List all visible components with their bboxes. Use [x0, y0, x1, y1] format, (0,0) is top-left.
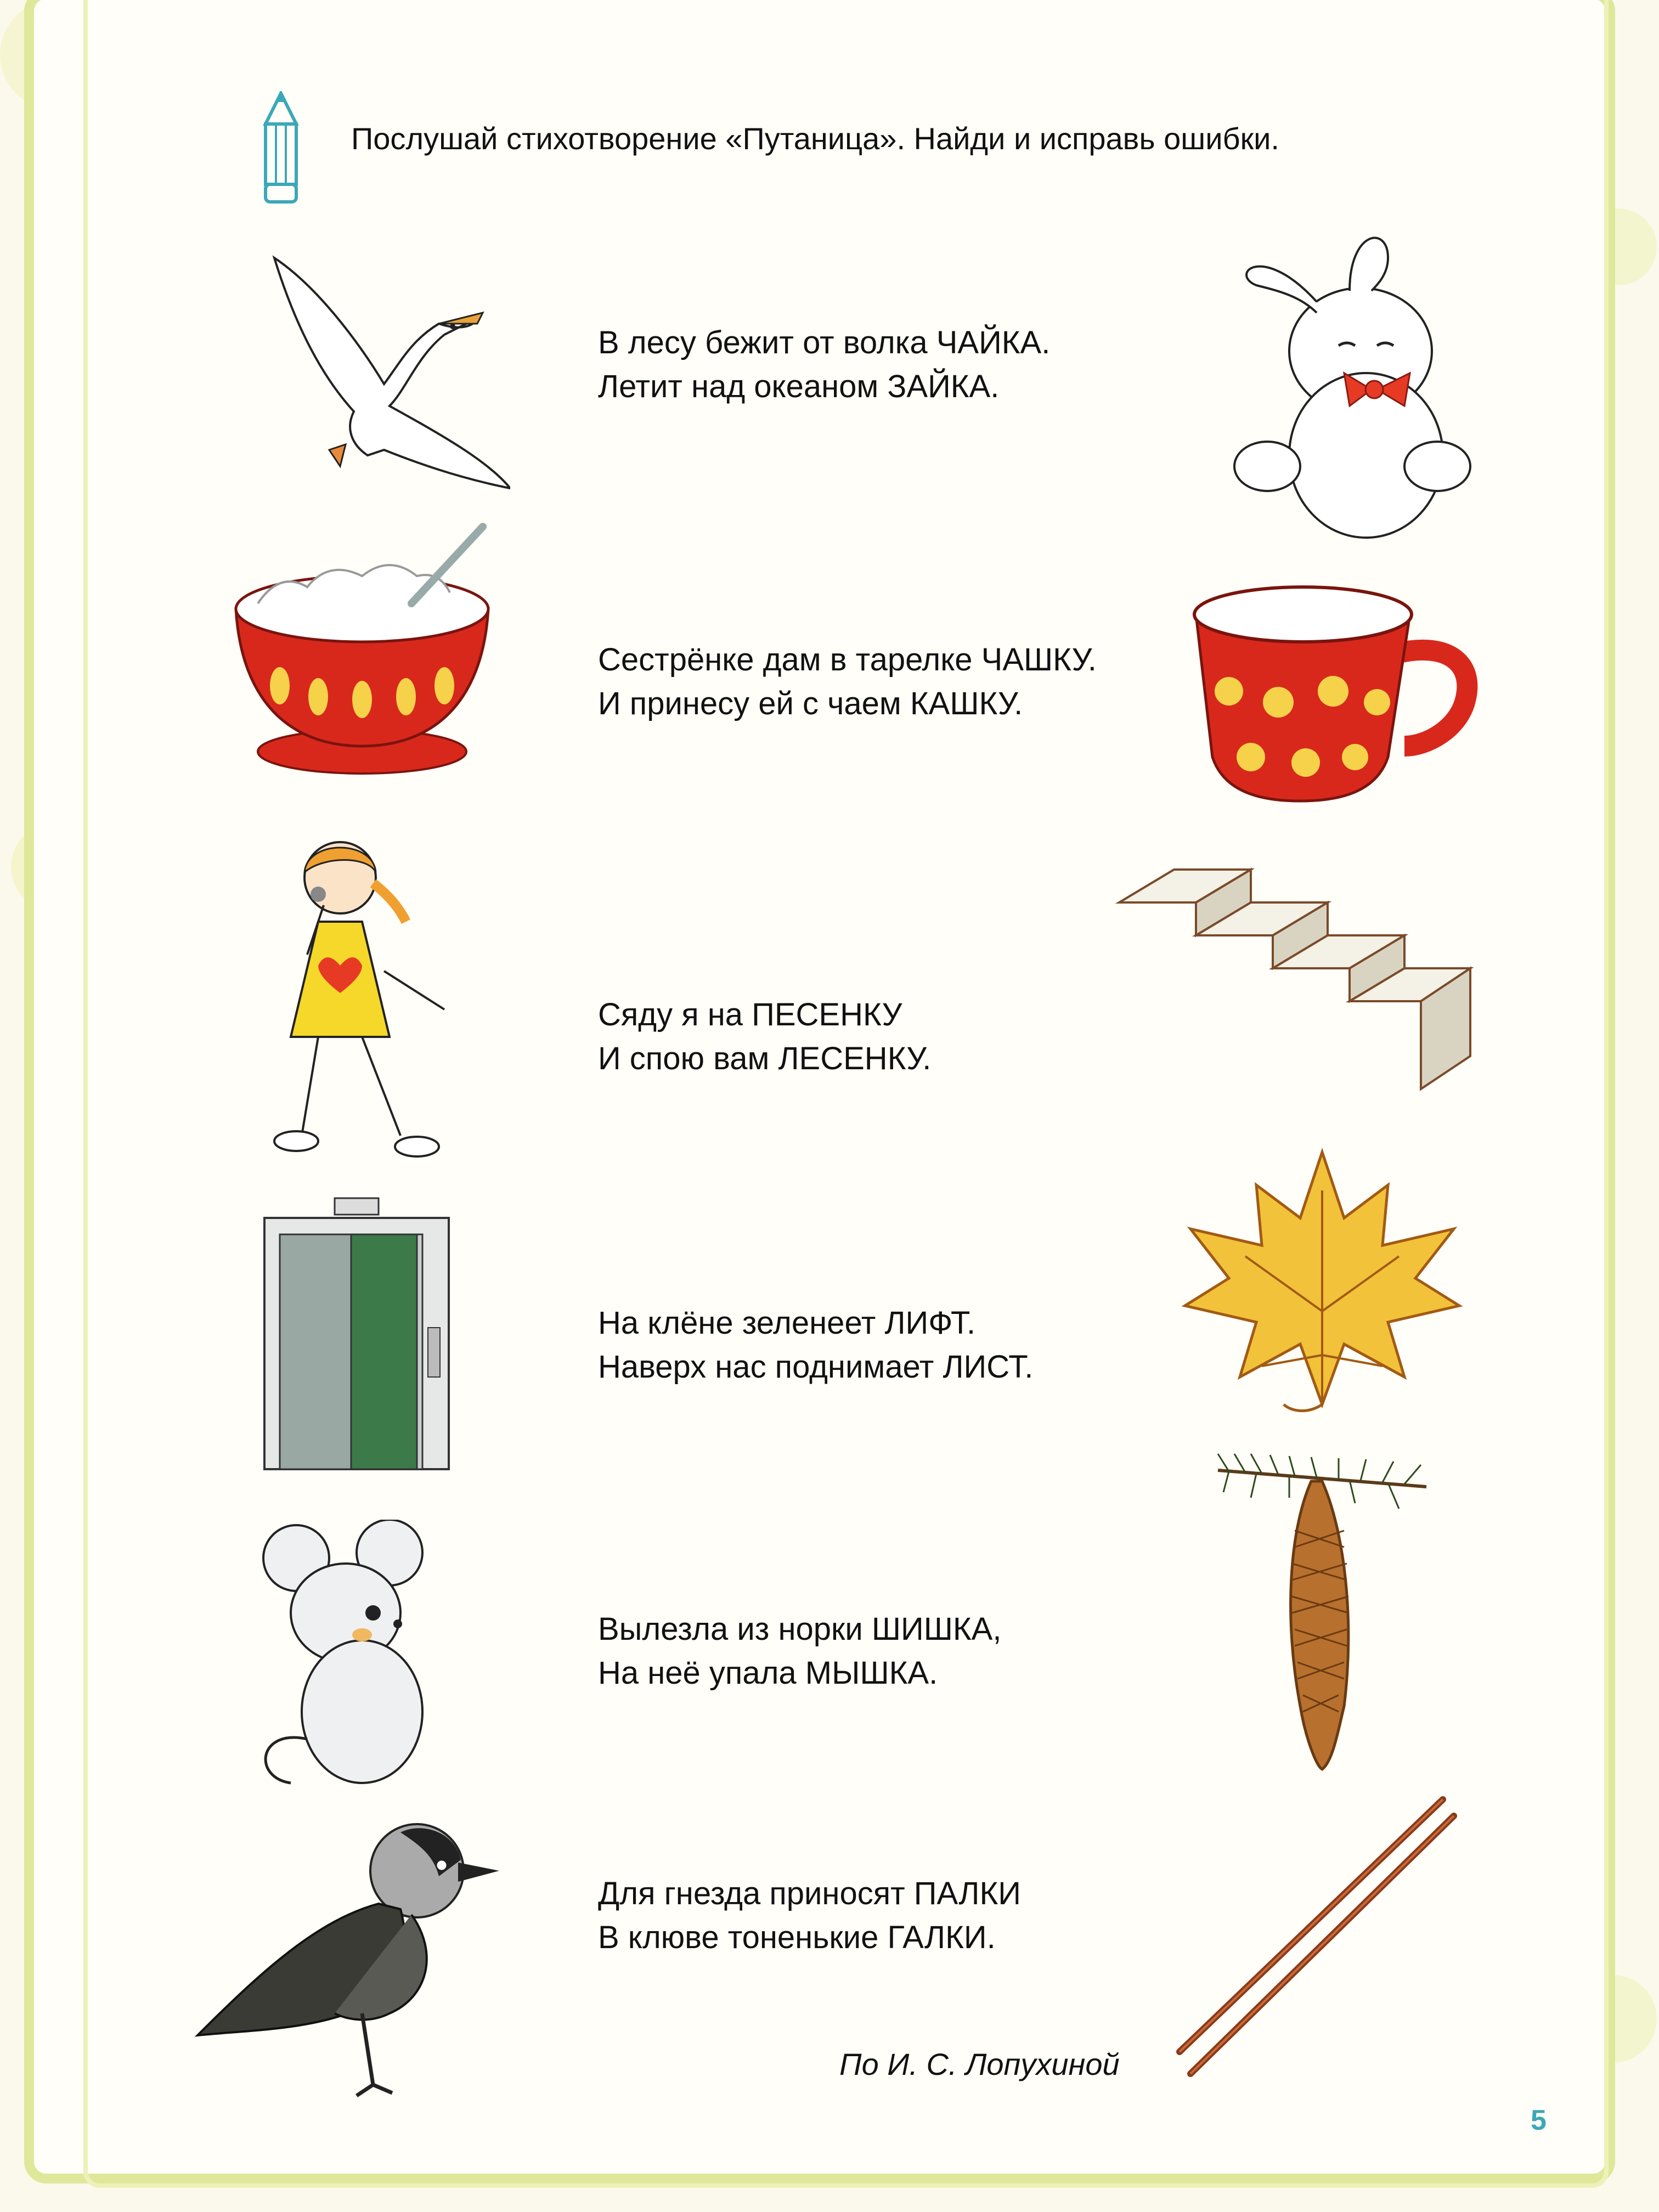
cup-picture — [1190, 582, 1503, 806]
verse-3 — [598, 993, 931, 1081]
stairs-picture — [1114, 859, 1481, 1094]
verse-3-line-2: И спою вам ЛЕСЕНКУ. — [598, 1041, 932, 1076]
verse-5 — [598, 1607, 1001, 1695]
hare-picture — [1207, 208, 1481, 549]
verse-4-line-2: Наверх нас поднимает ЛИСТ. — [598, 1349, 1034, 1385]
sticks-picture — [1169, 1788, 1465, 2085]
verse-3-line-1: Сяду я на ПЕСЕНКУ — [598, 997, 902, 1032]
verse-6-line-2: В клюве тоненькие ГАЛКИ. — [598, 1920, 996, 1955]
verse-1 — [598, 321, 1050, 409]
elevator-picture — [263, 1196, 450, 1470]
verse-4-line-1: На клёне зеленеет ЛИФТ. — [598, 1305, 976, 1341]
verse-2-line-2: И принесу ей с чаем КАШКУ. — [598, 686, 1023, 721]
singing-girl-picture — [241, 828, 488, 1169]
verse-6 — [598, 1872, 1021, 1960]
mouse-picture — [247, 1520, 444, 1794]
verse-2-line-1: Сестрёнке дам в тарелке ЧАШКУ. — [598, 642, 1097, 678]
jackdaw-picture — [181, 1810, 510, 2107]
credit-text: По И. С. Лопухиной — [839, 2047, 1120, 2081]
instruction-text: Послушай стихотворение «Путаница». Найди и исправь ошибки. — [351, 121, 1279, 156]
page-number: 5 — [1531, 2104, 1547, 2136]
pine-cone-picture — [1207, 1443, 1437, 1772]
verse-5-line-1: Вылезла из норки ШИШКА, — [598, 1611, 1002, 1647]
verse-2 — [598, 638, 1097, 726]
verse-1-line-2: Летит над океаном ЗАЙКА. — [598, 369, 1000, 404]
verse-1-line-1: В лесу бежит от волка ЧАЙКА. — [598, 325, 1051, 360]
verse-6-line-1: Для гнезда приносят ПАЛКИ — [598, 1876, 1021, 1911]
porridge-bowl-picture — [225, 521, 510, 785]
maple-leaf-picture — [1180, 1147, 1465, 1415]
pencil-icon — [259, 91, 303, 206]
seagull-picture — [258, 247, 510, 505]
verse-4 — [598, 1301, 1033, 1389]
verse-5-line-2: На неё упала МЫШКА. — [598, 1655, 938, 1691]
